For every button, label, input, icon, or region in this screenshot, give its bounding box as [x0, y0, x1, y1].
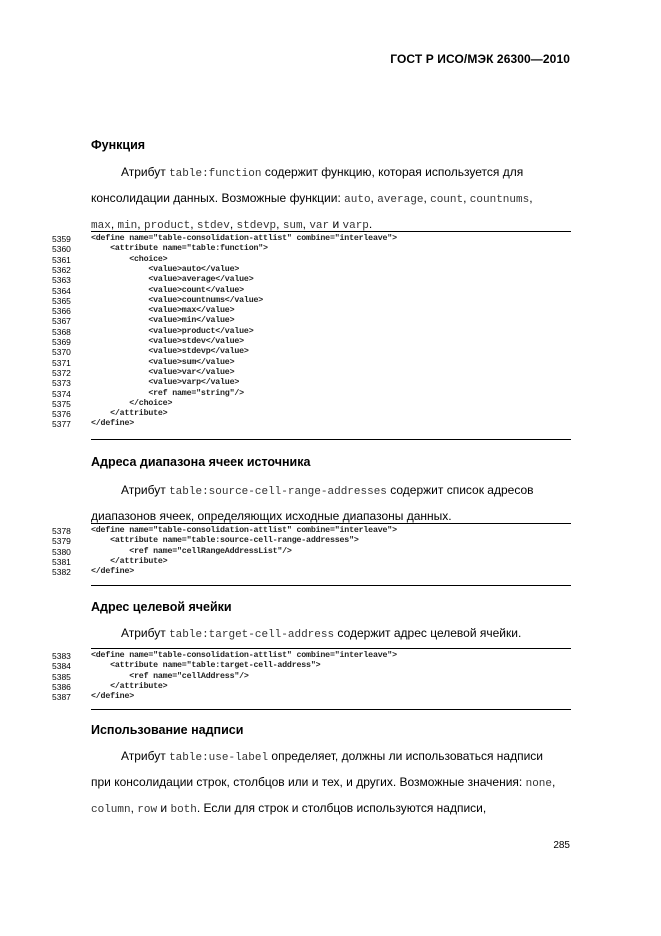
- code-line-number: 5360: [52, 244, 71, 255]
- code-line: <value>sum</value>: [91, 357, 235, 367]
- code-line-number: 5370: [52, 347, 71, 358]
- code-line-number: 5365: [52, 295, 71, 306]
- code-top-rule: [91, 648, 571, 649]
- code-line-number: 5385: [52, 671, 71, 682]
- section-function-text: Атрибут table:function содержит функцию, которая используется для консолидации данных. Возможные функции: auto, average, count, countnums, max, min, product, stdev, stdevp, sum, var и varp.: [91, 165, 533, 232]
- code-line-number: 5380: [52, 546, 71, 557]
- code-line-number: 5386: [52, 681, 71, 692]
- code-line-number: 5362: [52, 264, 71, 275]
- code-line: <value>count</value>: [91, 285, 244, 295]
- code-line-number: 5368: [52, 326, 71, 337]
- document-header: ГОСТ Р ИСО/МЭК 26300—2010: [390, 52, 570, 66]
- code-line-number: 5372: [52, 367, 71, 378]
- code-line: <attribute name="table:source-cell-range-addresses">: [91, 536, 359, 546]
- code-line: <value>average</value>: [91, 275, 254, 285]
- code-line: <ref name="cellAddress"/>: [91, 671, 249, 681]
- code-line: <attribute name="table:target-cell-address">: [91, 661, 321, 671]
- code-line: <value>max</value>: [91, 306, 235, 316]
- code-line-number: 5369: [52, 337, 71, 347]
- code-line: <attribute name="table:function">: [91, 244, 268, 254]
- code-top-rule: [91, 231, 571, 232]
- code-line: </attribute>: [91, 556, 168, 566]
- section-title-source-range: Адреса диапазона ячеек источника: [91, 455, 311, 469]
- code-bottom-rule: [91, 585, 571, 586]
- code-line-number: 5373: [52, 378, 71, 389]
- section-title-function: Функция: [91, 138, 146, 152]
- section-title-use-label: Использование надписи: [91, 723, 244, 737]
- code-line: </choice>: [91, 398, 173, 408]
- code-line: <value>varp</value>: [91, 378, 240, 388]
- code-line: </define>: [91, 692, 135, 702]
- code-line-number: 5382: [52, 567, 71, 578]
- code-line-number: 5375: [52, 398, 71, 409]
- code-line: <value>countnums</value>: [91, 295, 264, 305]
- code-bottom-rule: [91, 709, 571, 710]
- code-line-number: 5381: [52, 556, 71, 567]
- code-line: </attribute>: [91, 681, 168, 691]
- code-line-number: 5383: [52, 651, 71, 661]
- section-title-target-cell: Адрес целевой ячейки: [91, 600, 232, 614]
- code-line-number: 5367: [52, 316, 71, 327]
- page-number: 285: [553, 840, 570, 851]
- code-top-rule: [91, 523, 571, 524]
- section-source-range-text: Атрибут table:source-cell-range-addresses содержит список адресов диапазонов ячеек, определяющих исходные диапазоны данных.: [91, 483, 534, 523]
- code-line-number: 5378: [52, 526, 71, 536]
- code-line: <value>stdev</value>: [91, 337, 244, 346]
- code-line-number: 5387: [52, 692, 71, 703]
- code-line-number: 5376: [52, 409, 71, 420]
- code-line: </attribute>: [91, 409, 168, 419]
- code-line: <define name="table-consolidation-attlist" combine="interleave">: [91, 526, 397, 535]
- code-line: <define name="table-consolidation-attlist" combine="interleave">: [91, 234, 397, 243]
- code-line: <define name="table-consolidation-attlist" combine="interleave">: [91, 651, 397, 660]
- code-line: <value>stdevp</value>: [91, 347, 249, 357]
- code-line: <choice>: [91, 254, 168, 264]
- code-line: </define>: [91, 567, 135, 577]
- code-line-number: 5377: [52, 419, 71, 430]
- code-line-number: 5366: [52, 306, 71, 317]
- section-target-cell-text: Атрибут table:target-cell-address содержит адрес целевой ячейки.: [121, 626, 522, 641]
- code-line: </define>: [91, 419, 135, 429]
- code-bottom-rule: [91, 439, 571, 440]
- code-line-number: 5363: [52, 275, 71, 286]
- code-line: <ref name="cellRangeAddressList"/>: [91, 546, 292, 556]
- section-use-label-text: Атрибут table:use-label определяет, должны ли использоваться надписи при консолидации строк, столбцов или и тех, и других. Возможные значения: none, column, row и both. Если для строк и столбцов используются надписи,: [91, 749, 556, 816]
- code-line-number: 5361: [52, 254, 71, 265]
- code-line: <value>product</value>: [91, 326, 254, 336]
- code-line-number: 5371: [52, 357, 71, 368]
- code-line-number: 5359: [52, 234, 71, 244]
- code-line-number: 5384: [52, 661, 71, 672]
- code-line: <ref name="string"/>: [91, 388, 244, 398]
- code-line: <value>min</value>: [91, 316, 235, 326]
- code-line: <value>auto</value>: [91, 264, 240, 274]
- code-line-number: 5364: [52, 285, 71, 296]
- code-line: <value>var</value>: [91, 367, 235, 377]
- code-line-number: 5374: [52, 388, 71, 399]
- code-line-number: 5379: [52, 536, 71, 547]
